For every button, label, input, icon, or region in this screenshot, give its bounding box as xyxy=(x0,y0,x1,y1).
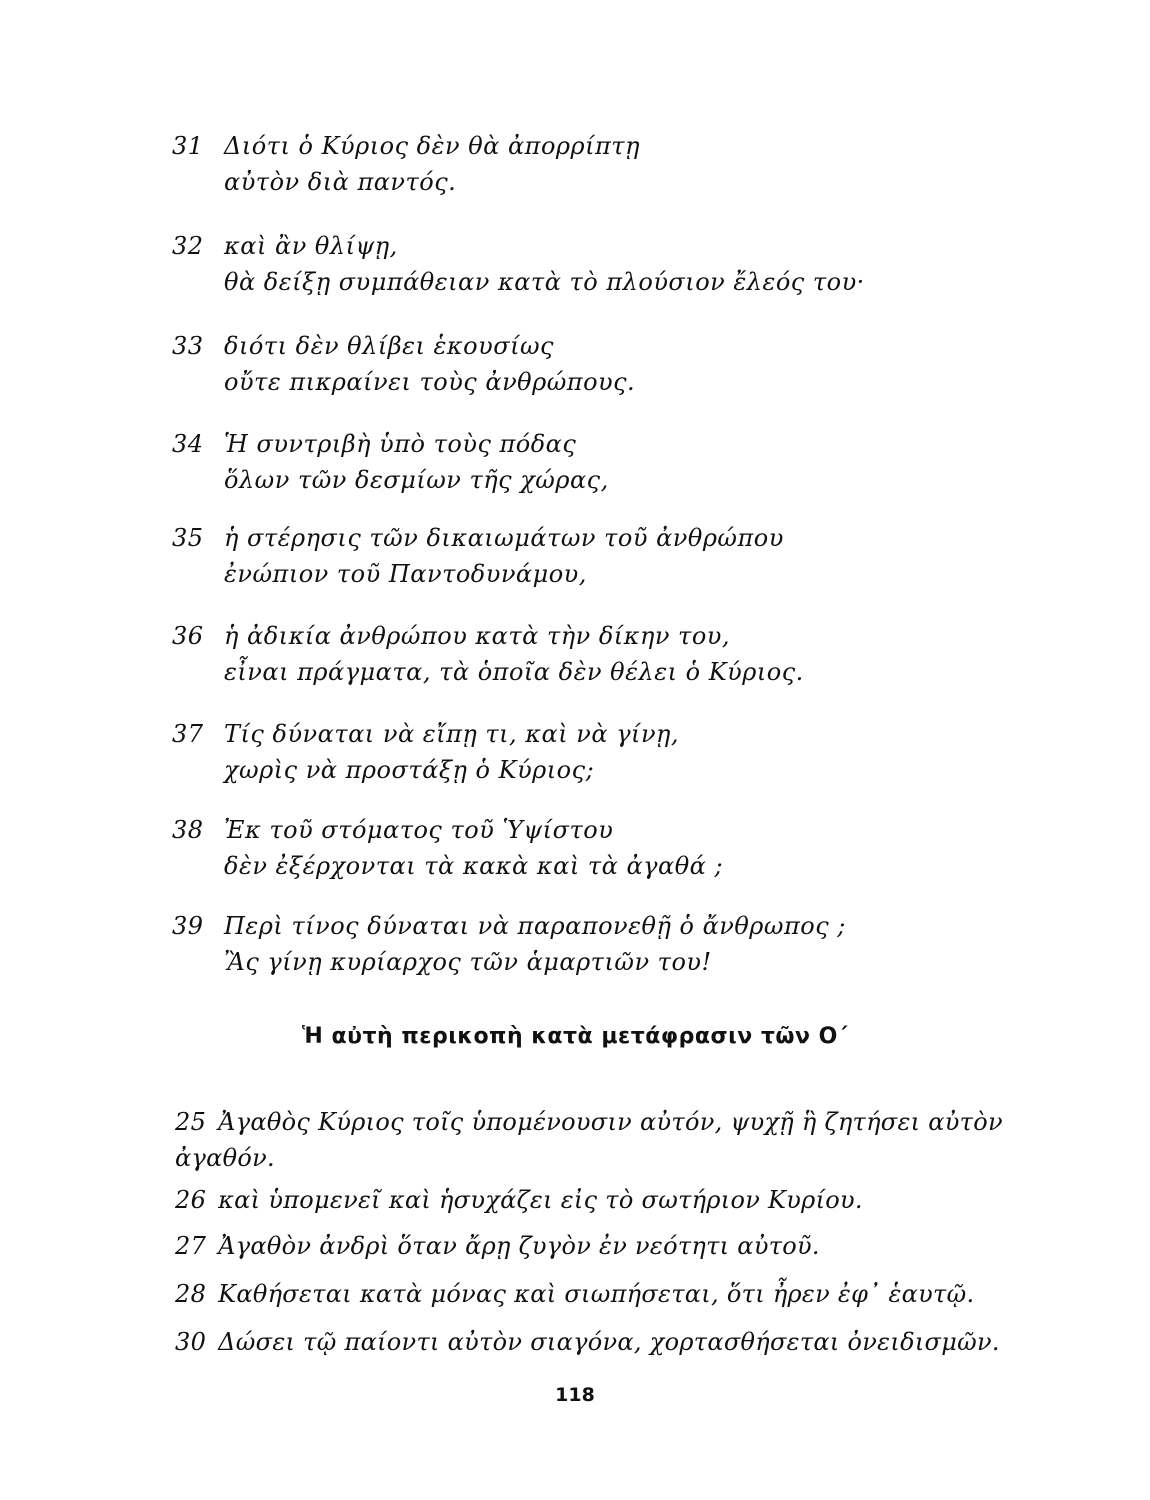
verse-line: Ἂς γίνῃ κυρίαρχος τῶν ἁμαρτιῶν του! xyxy=(224,948,712,976)
septuagint-verse-30 xyxy=(175,1324,1015,1360)
verse-line: διότι δὲν θλίβει ἑκουσίως xyxy=(224,332,554,360)
verse-31 xyxy=(172,128,640,200)
verse-text: Ἀγαθὸς Κύριος τοῖς ὑπομένουσιν αὐτόν, ψυχῇ ἣ ζητήσει αὐτὸν ἀγαθόν. xyxy=(175,1108,1003,1172)
verse-line: καὶ ἂν θλίψῃ, xyxy=(224,232,398,260)
septuagint-verse-27 xyxy=(175,1228,1015,1264)
verse-32 xyxy=(172,228,865,300)
verse-line: Διότι ὁ Κύριος δὲν θὰ ἀπορρίπτῃ xyxy=(224,132,640,160)
verse-line: αὐτὸν διὰ παντός. xyxy=(224,168,457,196)
verse-number: 26 xyxy=(175,1186,207,1214)
verse-line: οὔτε πικραίνει τοὺς ἀνθρώπους. xyxy=(224,368,636,396)
verse-35 xyxy=(172,520,784,592)
septuagint-verse-26 xyxy=(175,1182,1015,1218)
verse-number: 27 xyxy=(175,1232,207,1260)
verse-number: 36 xyxy=(172,622,204,650)
verse-line: εἶναι πράγματα, τὰ ὁποῖα δὲν θέλει ὁ Κύριος. xyxy=(224,658,804,686)
verse-number: 30 xyxy=(175,1328,207,1356)
verse-line: Ἐκ τοῦ στόματος τοῦ Ὑψίστου xyxy=(224,816,614,844)
page-number: 118 xyxy=(555,1384,595,1406)
verse-line: θὰ δείξῃ συμπάθειαν κατὰ τὸ πλούσιον ἔλεός του· xyxy=(224,268,865,296)
verse-text: Δώσει τῷ παίοντι αὐτὸν σιαγόνα, χορτασθήσεται ὀνειδισμῶν. xyxy=(218,1328,1000,1356)
verse-line: χωρὶς νὰ προστάξῃ ὁ Κύριος; xyxy=(224,756,595,784)
verse-38 xyxy=(172,812,723,884)
verse-number: 25 xyxy=(175,1108,207,1136)
verse-number: 28 xyxy=(175,1280,207,1308)
verse-33 xyxy=(172,328,635,400)
section-heading: Ἡ αὐτὴ περικοπὴ κατὰ μετάφρασιν τῶν Ο΄ xyxy=(301,1024,849,1049)
verse-number: 37 xyxy=(172,720,204,748)
verse-number: 38 xyxy=(172,816,204,844)
verse-line: δὲν ἐξέρχονται τὰ κακὰ καὶ τὰ ἀγαθά ; xyxy=(224,852,724,880)
verse-line: Ἡ συντριβὴ ὑπὸ τοὺς πόδας xyxy=(224,430,577,458)
verse-line: Περὶ τίνος δύναται νὰ παραπονεθῇ ὁ ἄνθρωπος ; xyxy=(224,912,846,940)
verse-number: 31 xyxy=(172,132,204,160)
septuagint-verse-25 xyxy=(175,1104,1015,1176)
verse-36 xyxy=(172,618,804,690)
verse-line: ὅλων τῶν δεσμίων τῆς χώρας, xyxy=(224,466,609,494)
verse-39 xyxy=(172,908,846,980)
verse-text: καὶ ὑπομενεῖ καὶ ἡσυχάζει εἰς τὸ σωτήριον Κυρίου. xyxy=(218,1186,863,1214)
verse-number: 35 xyxy=(172,524,204,552)
verse-number: 34 xyxy=(172,430,204,458)
verse-text: Καθήσεται κατὰ μόνας καὶ σιωπήσεται, ὅτι ἦρεν ἐφ᾽ ἑαυτῷ. xyxy=(218,1280,975,1308)
verse-text: Ἀγαθὸν ἀνδρὶ ὅταν ἄρῃ ζυγὸν ἐν νεότητι αὐτοῦ. xyxy=(218,1232,820,1260)
verse-number: 33 xyxy=(172,332,204,360)
verse-line: Τίς δύναται νὰ εἴπῃ τι, καὶ νὰ γίνῃ, xyxy=(224,720,680,748)
septuagint-verse-28 xyxy=(175,1276,1015,1312)
verse-line: ἡ στέρησις τῶν δικαιωμάτων τοῦ ἀνθρώπου xyxy=(224,524,784,552)
verse-37 xyxy=(172,716,679,788)
verse-number: 39 xyxy=(172,912,204,940)
verse-line: ἡ ἀδικία ἀνθρώπου κατὰ τὴν δίκην του, xyxy=(224,622,730,650)
verse-34 xyxy=(172,426,609,498)
verse-number: 32 xyxy=(172,232,204,260)
verse-line: ἐνώπιον τοῦ Παντοδυνάμου, xyxy=(224,560,587,588)
